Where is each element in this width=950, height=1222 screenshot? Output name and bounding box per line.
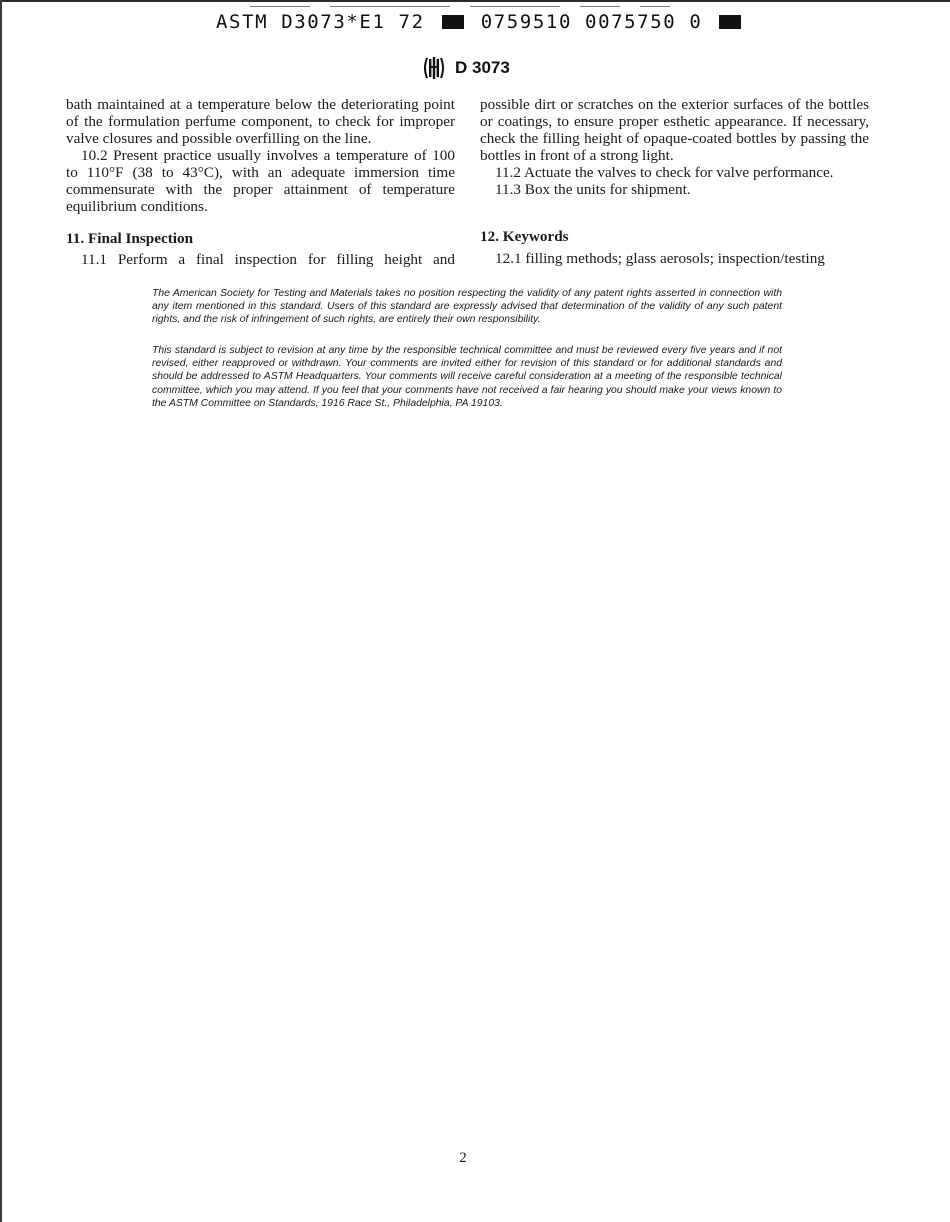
paragraph-11-2: 11.2 Actuate the valves to check for valve performance. bbox=[495, 164, 834, 181]
standard-designation: D 3073 bbox=[455, 58, 510, 77]
astm-logo-icon bbox=[422, 55, 446, 81]
scan-artifact bbox=[470, 6, 560, 7]
page-number: 2 bbox=[459, 1150, 467, 1166]
scan-artifact bbox=[580, 6, 620, 7]
paragraph-10-2: 10.2 Present practice usually involves a temperature of 100 to 110°F (38 to 43°C), with an adequate immersion time commensurate with the proper attainment of temperature equilibrium conditions. bbox=[66, 147, 455, 215]
section-heading-final-inspection: 11. Final Inspection bbox=[66, 230, 194, 247]
section-heading-keywords: 12. Keywords bbox=[480, 228, 569, 245]
patent-notice: The American Society for Testing and Materials takes no position respecting the validity of any patent rights asserted in connection with any item mentioned in this standard. Users of this standard are expressly advised that determination of the validity of any such patent rights, and the risk of infringement of such rights, are entirely their own responsibility. bbox=[152, 288, 782, 326]
paragraph-11-3: 11.3 Box the units for shipment. bbox=[495, 181, 691, 198]
redaction-block bbox=[719, 15, 741, 29]
redaction-block bbox=[442, 15, 464, 29]
scan-artifact bbox=[250, 6, 310, 7]
paragraph-11-1: 11.1 Perform a final inspection for filling height and bbox=[81, 251, 455, 268]
scan-artifact bbox=[330, 6, 450, 7]
paragraph: possible dirt or scratches on the exterior surfaces of the bottles or coatings, to ensure proper esthetic appearance. If necessary, check the filling height of opaque-coated bottles by passing the bottles in front of a strong light. bbox=[480, 96, 869, 164]
paragraph-12-1: 12.1 filling methods; glass aerosols; inspection/testing bbox=[495, 250, 825, 267]
revision-notice: This standard is subject to revision at any time by the responsible technical committee and must be reviewed every five years and if not revised, either reapproved or withdrawn. Your comments are invited either for revision of this standard or for additional standards and should be addressed to ASTM Headquarters. Your comments will receive careful consideration at a meeting of the responsible technical committee, which you may attend. If you feel that your comments have not received a fair hearing you should make your views known to the ASTM Committee on Standards, 1916 Race St., Philadelphia, PA 19103. bbox=[152, 345, 782, 409]
right-column bbox=[480, 96, 869, 198]
document-code-part2: 0759510 0075750 0 bbox=[480, 11, 703, 33]
document-code-part1: ASTM D3073*E1 72 bbox=[216, 11, 425, 33]
scan-artifact bbox=[640, 6, 670, 7]
document-code-header bbox=[216, 10, 745, 34]
left-column bbox=[66, 96, 455, 215]
scan-edge-left bbox=[0, 0, 2, 1222]
paragraph: bath maintained at a temperature below the deteriorating point of the formulation perfume component, to check for improper valve closures and possible overfilling on the line. bbox=[66, 96, 455, 147]
scan-edge-top bbox=[0, 0, 950, 2]
